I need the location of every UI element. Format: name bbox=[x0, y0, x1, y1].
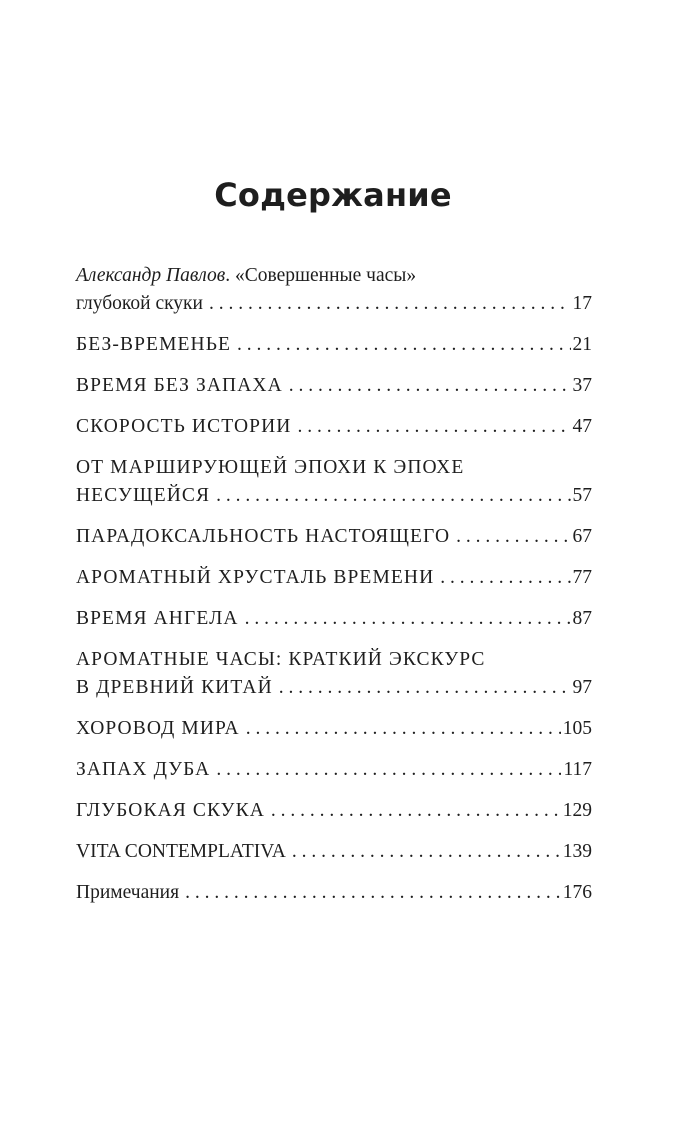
toc-entry-first-line bbox=[76, 454, 592, 482]
toc-leader-dots bbox=[292, 838, 561, 866]
toc-entry-title: ВРЕМЯ АНГЕЛА bbox=[76, 608, 239, 629]
toc-entry-page: 139 bbox=[562, 841, 592, 862]
toc-entry-line bbox=[76, 605, 592, 633]
toc-leader-dots bbox=[289, 372, 571, 400]
toc-entry-title: БЕЗ-ВРЕМЕНЬЕ bbox=[76, 334, 232, 355]
toc-leader-dots bbox=[245, 605, 571, 633]
toc-entry-title: АРОМАТНЫЙ ХРУСТАЛЬ ВРЕМЕНИ bbox=[76, 567, 435, 588]
toc-entry-page: 176 bbox=[562, 882, 592, 903]
toc-leader-dots bbox=[440, 564, 570, 592]
toc-entry-page: 17 bbox=[572, 293, 592, 314]
toc-entry-line bbox=[76, 674, 592, 702]
toc-entry-line bbox=[76, 879, 592, 907]
toc-entry-author: Александр Павлов bbox=[76, 265, 226, 286]
toc-entry-title: СКОРОСТЬ ИСТОРИИ bbox=[76, 416, 292, 437]
toc-entry-title: Примечания bbox=[76, 882, 180, 903]
toc-entry-line bbox=[76, 413, 592, 441]
toc-entry-page: 57 bbox=[572, 485, 592, 506]
toc-leader-dots bbox=[456, 523, 570, 551]
toc-entry-page: 47 bbox=[572, 416, 592, 437]
toc-entry-notes[interactable] bbox=[76, 879, 592, 907]
toc-leader-dots bbox=[216, 482, 570, 510]
toc-entry-page: 37 bbox=[572, 375, 592, 396]
toc-leader-dots bbox=[246, 715, 561, 743]
toc-entry-title: В ДРЕВНИЙ КИТАЙ bbox=[76, 677, 273, 698]
toc-entry-page: 105 bbox=[562, 718, 592, 739]
toc-entry-page: 87 bbox=[572, 608, 592, 629]
toc-entry-subtitle: . «Совершенные часы» bbox=[225, 265, 417, 286]
toc-leader-dots bbox=[297, 413, 570, 441]
toc-entry-line bbox=[76, 523, 592, 551]
toc-entry[interactable] bbox=[76, 331, 592, 359]
toc-entry[interactable] bbox=[76, 454, 592, 510]
toc-entry-title: VITA CONTEMPLATIVA bbox=[76, 841, 286, 862]
toc-entry[interactable] bbox=[76, 564, 592, 592]
toc-entry[interactable] bbox=[76, 372, 592, 400]
toc-entry-page: 77 bbox=[572, 567, 592, 588]
toc-entry-line bbox=[76, 756, 592, 784]
toc-leader-dots bbox=[271, 797, 561, 825]
toc-entry-title: НЕСУЩЕЙСЯ bbox=[76, 485, 211, 506]
table-of-contents bbox=[76, 262, 592, 907]
toc-leader-dots bbox=[237, 331, 570, 359]
toc-entry[interactable] bbox=[76, 523, 592, 551]
toc-entry-line bbox=[76, 715, 592, 743]
toc-entry-title-part: АРОМАТНЫЕ ЧАСЫ: КРАТКИЙ ЭКСКУРС bbox=[76, 649, 486, 670]
toc-entry-page: 21 bbox=[572, 334, 592, 355]
toc-entry-line bbox=[76, 797, 592, 825]
toc-entry-line bbox=[76, 290, 592, 318]
toc-leader-dots bbox=[216, 756, 561, 784]
toc-entry[interactable] bbox=[76, 646, 592, 702]
toc-leader-dots bbox=[279, 674, 571, 702]
toc-entry-line bbox=[76, 482, 592, 510]
toc-entry-line bbox=[76, 564, 592, 592]
toc-entry[interactable] bbox=[76, 605, 592, 633]
toc-entry-line bbox=[76, 838, 592, 866]
toc-entry-title-part: ОТ МАРШИРУЮЩЕЙ ЭПОХИ К ЭПОХЕ bbox=[76, 457, 465, 478]
toc-entry-page: 67 bbox=[572, 526, 592, 547]
toc-entry-title: ПАРАДОКСАЛЬНОСТЬ НАСТОЯЩЕГО bbox=[76, 526, 451, 547]
toc-entry-page: 97 bbox=[572, 677, 592, 698]
toc-entry-title: ХОРОВОД МИРА bbox=[76, 718, 240, 739]
toc-entry-page: 117 bbox=[563, 759, 592, 780]
toc-entry[interactable] bbox=[76, 715, 592, 743]
toc-entry-line bbox=[76, 372, 592, 400]
toc-entry-page: 129 bbox=[562, 800, 592, 821]
toc-entry-first-line bbox=[76, 262, 592, 290]
toc-entry[interactable] bbox=[76, 838, 592, 866]
toc-entry[interactable] bbox=[76, 797, 592, 825]
toc-entry-title: глубокой скуки bbox=[76, 293, 203, 314]
toc-entry-title: ГЛУБОКАЯ СКУКА bbox=[76, 800, 265, 821]
toc-entry[interactable] bbox=[76, 756, 592, 784]
toc-entry-foreword[interactable] bbox=[76, 262, 592, 318]
toc-entry-line bbox=[76, 331, 592, 359]
toc-entry[interactable] bbox=[76, 413, 592, 441]
toc-entry-first-line bbox=[76, 646, 592, 674]
page-title: Содержание bbox=[214, 176, 452, 214]
toc-leader-dots bbox=[185, 879, 561, 907]
toc-entry-title: ВРЕМЯ БЕЗ ЗАПАХА bbox=[76, 375, 283, 396]
toc-entry-title: ЗАПАХ ДУБА bbox=[76, 759, 211, 780]
toc-leader-dots bbox=[209, 290, 571, 318]
